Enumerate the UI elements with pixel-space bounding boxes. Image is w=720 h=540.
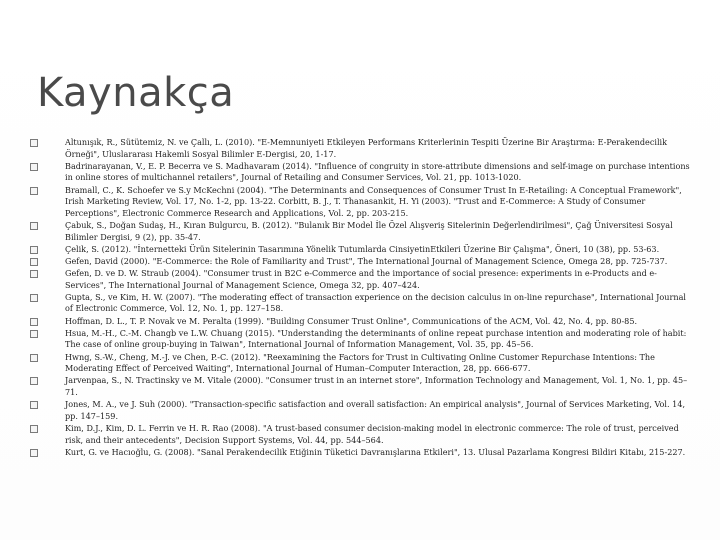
reference-list — [30, 137, 696, 459]
reference-text: Gefen, David (2000). "E-Commerce: the Role of Familiarity and Trust", The International Journal of Management Science, Omega 28, pp. 725-737. — [65, 255, 668, 266]
square-bullet-icon — [30, 377, 38, 385]
reference-text: Hsua, M.-H., C.-M. Changb ve L.W. Chuang (2015). "Understanding the determinants of online repeat purchase intention and moderating role of habit: The case of online group-buying in Taiwan", International Journal of Information Management, Vol. 35, pp. 45–56. — [65, 327, 687, 350]
list-item — [30, 447, 696, 459]
list-item — [30, 137, 696, 160]
square-bullet-icon — [30, 246, 38, 254]
list-item — [30, 220, 696, 243]
reference-text: Badrinarayanan, V., E. P. Becerra ve S. Madhavaram (2014). "Influence of congruity in store-attribute dimensions and self-image on purchase intentions in online stores of multichannel retailers", Journal of Retailing and Consumer Services, Vol. 21, pp. 1013-1020. — [65, 160, 690, 183]
square-bullet-icon — [30, 330, 38, 338]
reference-text: Kim, D.J., Kim, D. L. Ferrin ve H. R. Rao (2008). "A trust-based consumer decision-making model in electronic commerce: The role of trust, perceived risk, and their antecedents", Decision Support Systems, Vol. 44, pp. 544–564. — [65, 422, 679, 445]
square-bullet-icon — [30, 139, 38, 147]
list-item — [30, 423, 696, 446]
square-bullet-icon — [30, 318, 38, 326]
square-bullet-icon — [30, 401, 38, 409]
reference-text: Çabuk, S., Doğan Sudaş, H., Kıran Bulgurcu, B. (2012). "Bulanık Bir Model İle Özel Alışveriş Sitelerinin Değerlendirilmesi", Çağ Üniversitesi Sosyal Bilimler Dergisi, 9 (2), pp. 35-47. — [65, 219, 673, 242]
reference-text: Jones, M. A., ve J. Suh (2000). "Transaction-specific satisfaction and overall satisfaction: An empirical analysis", Journal of Services Marketing, Vol. 14, pp. 147–159. — [65, 399, 686, 421]
square-bullet-icon — [30, 258, 38, 266]
reference-text: Gefen, D. ve D. W. Straub (2004). "Consumer trust in B2C e-Commerce and the importance of social presence: experiments in e-Products and e-Services", The International Journal of Management Science, Omega 32, pp. 407–424. — [65, 268, 657, 290]
list-item — [30, 268, 696, 291]
square-bullet-icon — [30, 354, 38, 362]
list-item — [30, 256, 696, 268]
slide-title: Kaynakça — [37, 70, 235, 116]
reference-text: Kurt, G. ve Hacıoğlu, G. (2008). "Sanal Perakendecilik Etiğinin Tüketici Davranışlarına Etkileri", 13. Ulusal Pazarlama Kongresi Bildiri Kitabı, 215-227. — [65, 446, 686, 457]
reference-text: Gupta, S., ve Kim, H. W. (2007). "The moderating effect of transaction experience on the decision calculus in on-line repurchase", International Journal of Electronic Commerce, Vol. 12, No. 1, pp. 127–158. — [65, 291, 687, 314]
list-item — [30, 399, 696, 422]
square-bullet-icon — [30, 187, 38, 195]
square-bullet-icon — [30, 294, 38, 302]
list-item — [30, 375, 696, 398]
list-item — [30, 185, 696, 220]
reference-text: Hwng, S.-W., Cheng, M.-J. ve Chen, P.-C. (2012). "Reexamining the Factors for Trust in Cultivating Online Customer Repurchase Intentions: The Moderating Effect of Perceived Waiting", International Journal of Human–Computer Interaction, 28, pp. 666-677. — [65, 351, 655, 374]
square-bullet-icon — [30, 163, 38, 171]
list-item — [30, 161, 696, 184]
reference-text: Jarvenpaa, S., N. Tractinsky ve M. Vitale (2000). "Consumer trust in an internet store", Information Technology and Management, Vol. 1, No. 1, pp. 45–71. — [65, 375, 688, 397]
list-item — [30, 316, 696, 328]
list-item — [30, 244, 696, 256]
square-bullet-icon — [30, 222, 38, 230]
reference-text: Altunışık, R., Sütütemiz, N. ve Çallı, L. (2010). "E-Memnuniyeti Etkileyen Performans Kriterlerinin Tespiti Üzerine Bir Araştırma: E-Perakendecilik Örneği", Uluslararası Hakemli Sosyal Bilimler E-Dergisi, 20, 1-17. — [65, 137, 668, 159]
reference-text: Hoffman, D. L., T. P. Novak ve M. Peralta (1999). "Building Consumer Trust Online", Communications of the ACM, Vol. 42, No. 4, pp. 80-85. — [65, 315, 638, 326]
reference-text: Çelik, S. (2012). "İnternetteki Ürün Sitelerinin Tasarımına Yönelik Tutumlarda CinsiyetinEtkileri Üzerine Bir Çalışma", Öneri, 10 (38), pp. 53-63. — [65, 243, 660, 254]
square-bullet-icon — [30, 449, 38, 457]
square-bullet-icon — [30, 425, 38, 433]
list-item — [30, 292, 696, 315]
reference-text: Bramall, C., K. Schoefer ve S.y McKechni (2004). "The Determinants and Consequences of Consumer Trust In E-Retailing: A Conceptual Framework", Irish Marketing Review, Vol. 17, No. 1-2, pp. 13-22. Corbitt, B. J., T. Thanasankit, H. Yi (2003). "Trust and E-Commerce: A Study of Consumer Perceptions", Electronic Commerce Research and Applications, Vol. 2, pp. 203-215. — [65, 184, 682, 218]
list-item — [30, 328, 696, 351]
list-item — [30, 352, 696, 375]
square-bullet-icon — [30, 270, 38, 278]
